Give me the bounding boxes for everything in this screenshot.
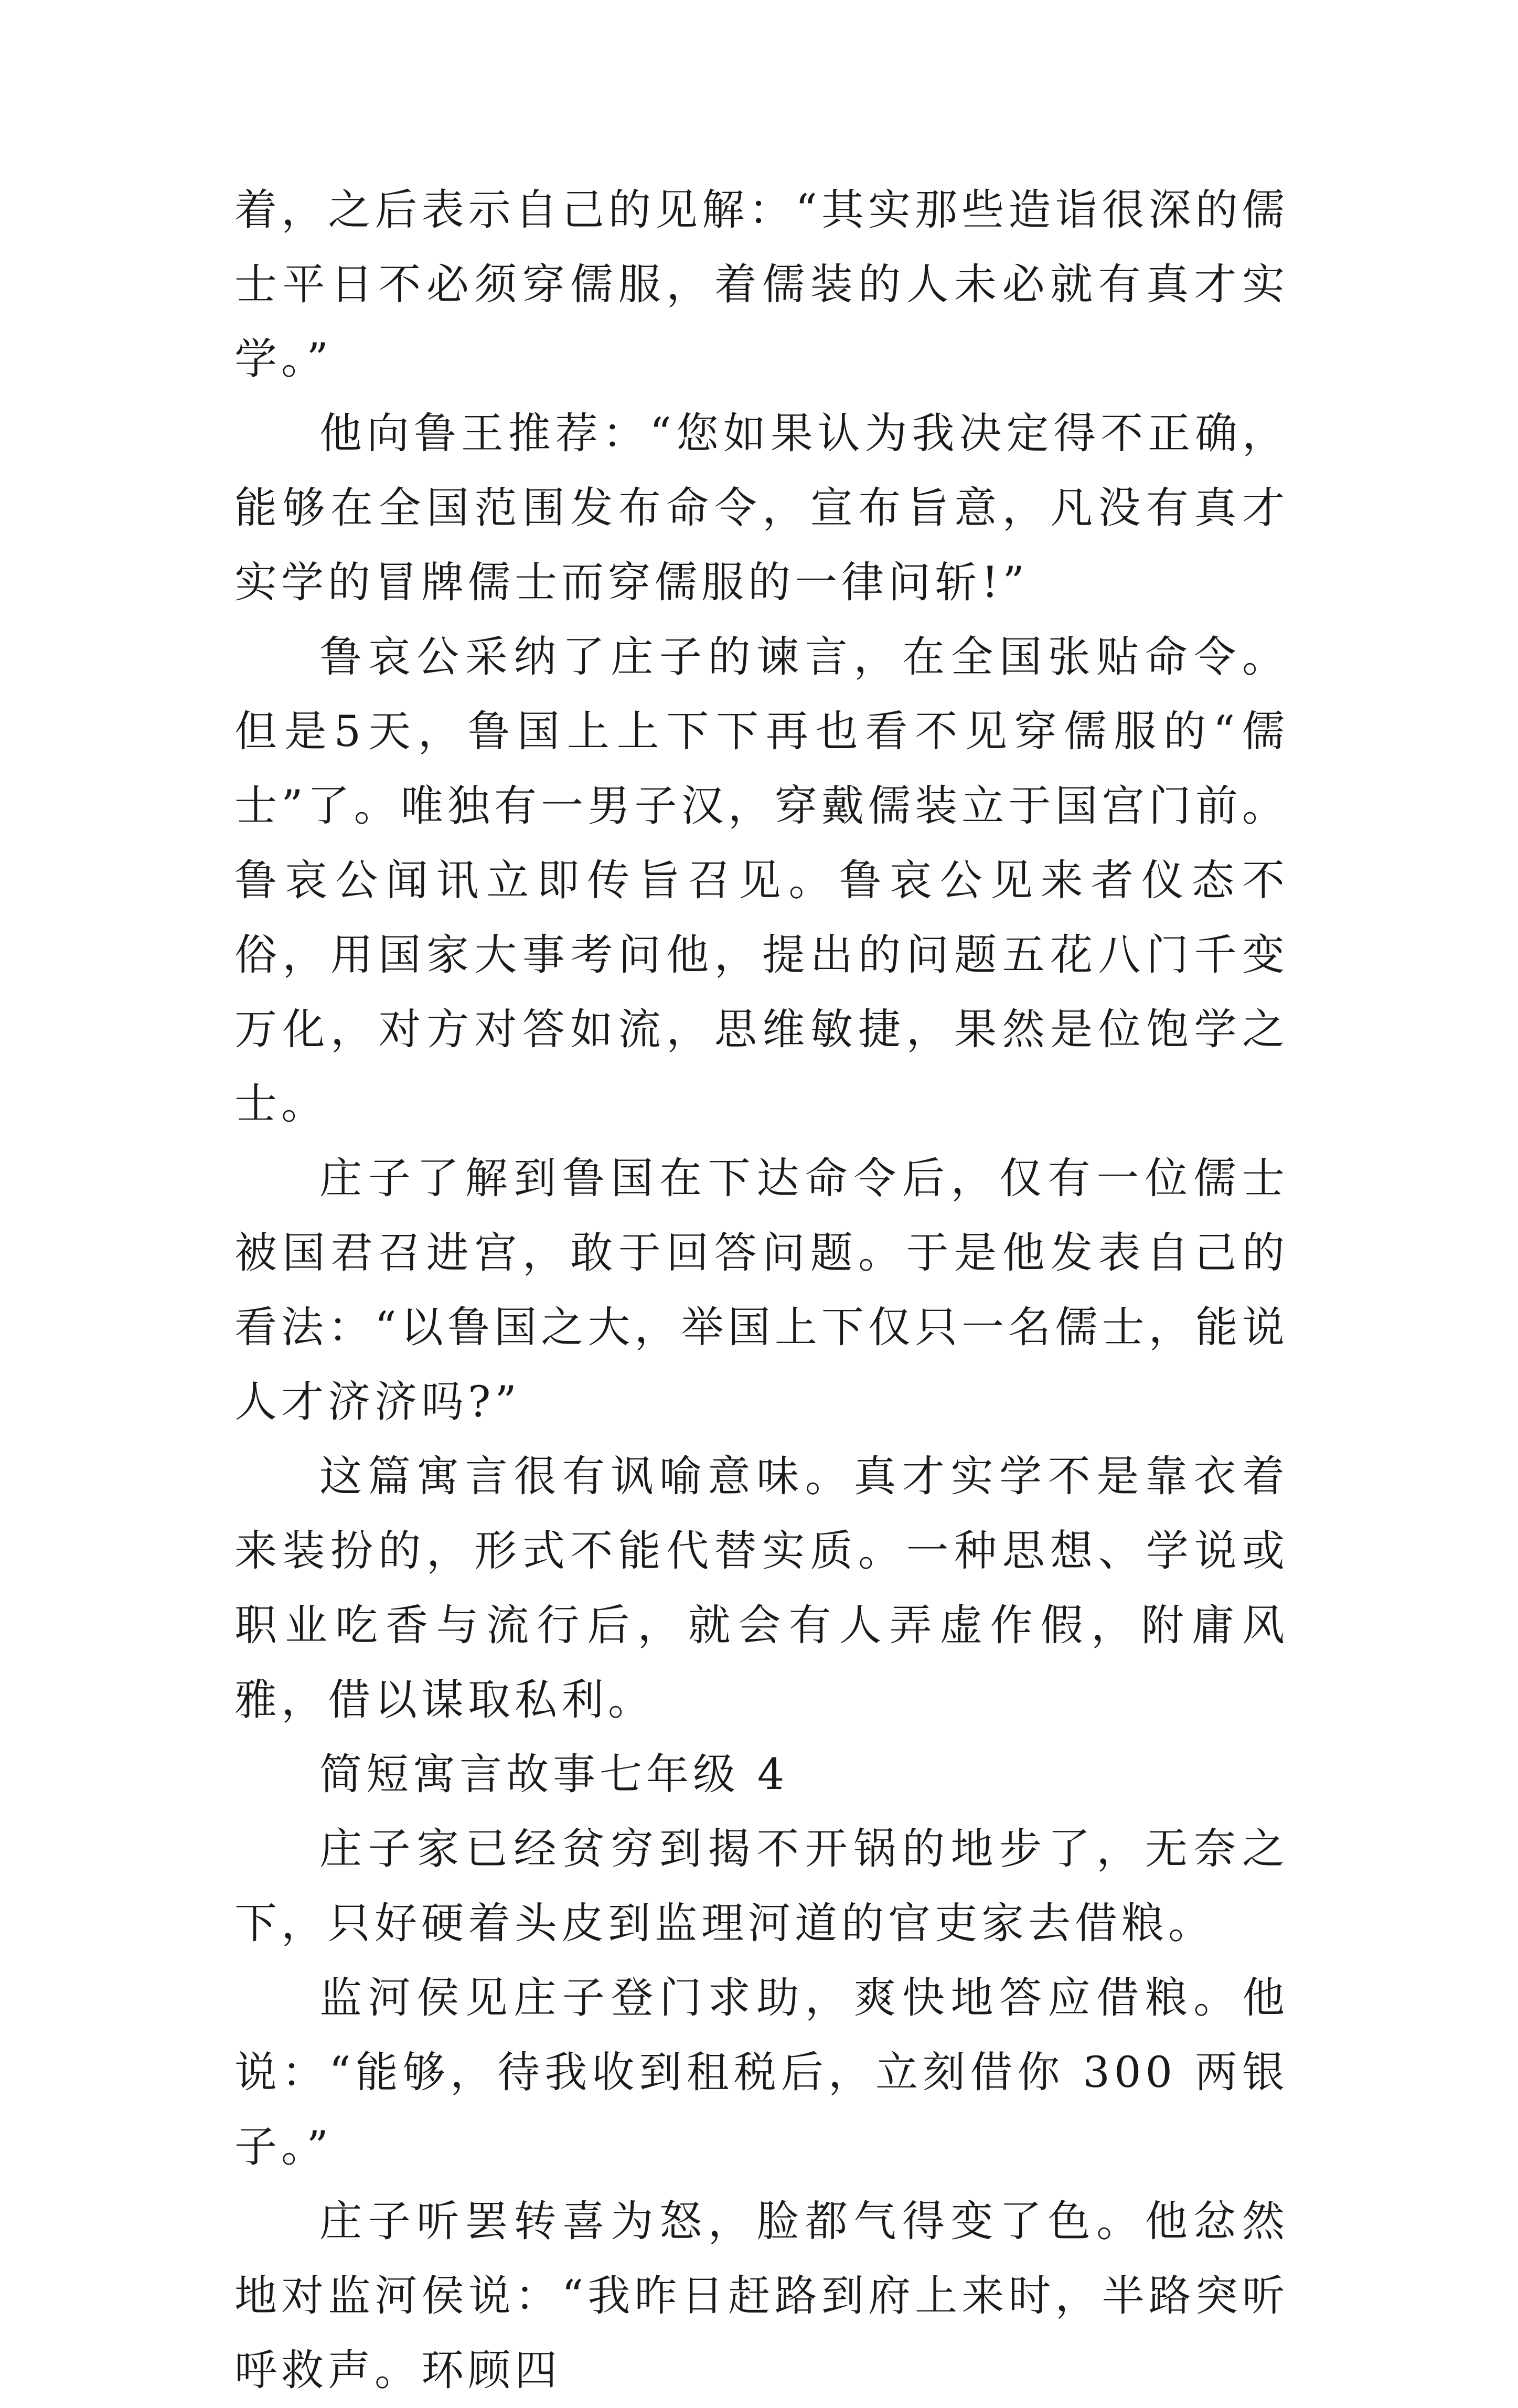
document-body — [234, 173, 1289, 2408]
paragraph-3: 鲁哀公采纳了庄子的谏言，在全国张贴命令。但是5天，鲁国上上下下再也看不见穿儒服的“儒士”了。唯独有一男子汉，穿戴儒装立于国宫门前。鲁哀公闻讯立即传旨召见。鲁哀公见来者仪态不俗，用国家大事考问他，提出的问题五花八门千变万化，对方对答如流，思维敏捷，果然是位饱学之士。 — [234, 633, 1289, 1129]
paragraph-4: 庄子了解到鲁国在下达命令后，仅有一位儒士被国君召进宫，敢于回答问题。于是他发表自己的看法：“以鲁国之大，举国上下仅只一名儒士，能说人才济济吗?” — [234, 1154, 1289, 1427]
paragraph-5: 这篇寓言很有讽喻意味。真才实学不是靠衣着来装扮的，形式不能代替实质。一种思想、学说或职业吃香与流行后，就会有人弄虚作假，附庸风雅，借以谋取私利。 — [234, 1452, 1289, 1725]
paragraph-8: 庄子听罢转喜为怒，脸都气得变了色。他忿然地对监河侯说：“我昨日赶路到府上来时，半路突听呼救声。环顾四 — [234, 2197, 1289, 2395]
section-heading: 简短寓言故事七年级 4 — [319, 1750, 789, 1799]
paragraph-1: 着，之后表示自己的见解：“其实那些造诣很深的儒士平日不必须穿儒服，着儒装的人未必就有真才实学。” — [234, 186, 1289, 384]
paragraph-6: 庄子家已经贫穷到揭不开锅的地步了，无奈之下，只好硬着头皮到监理河道的官吏家去借粮。 — [234, 1825, 1289, 1948]
paragraph-2: 他向鲁王推荐：“您如果认为我决定得不正确，能够在全国范围发布命令，宣布旨意，凡没有真才实学的冒牌儒士而穿儒服的一律问斩!” — [234, 409, 1289, 608]
paragraph-7: 监河侯见庄子登门求助，爽快地答应借粮。他说：“能够，待我收到租税后，立刻借你 300 两银子。” — [234, 1974, 1289, 2172]
